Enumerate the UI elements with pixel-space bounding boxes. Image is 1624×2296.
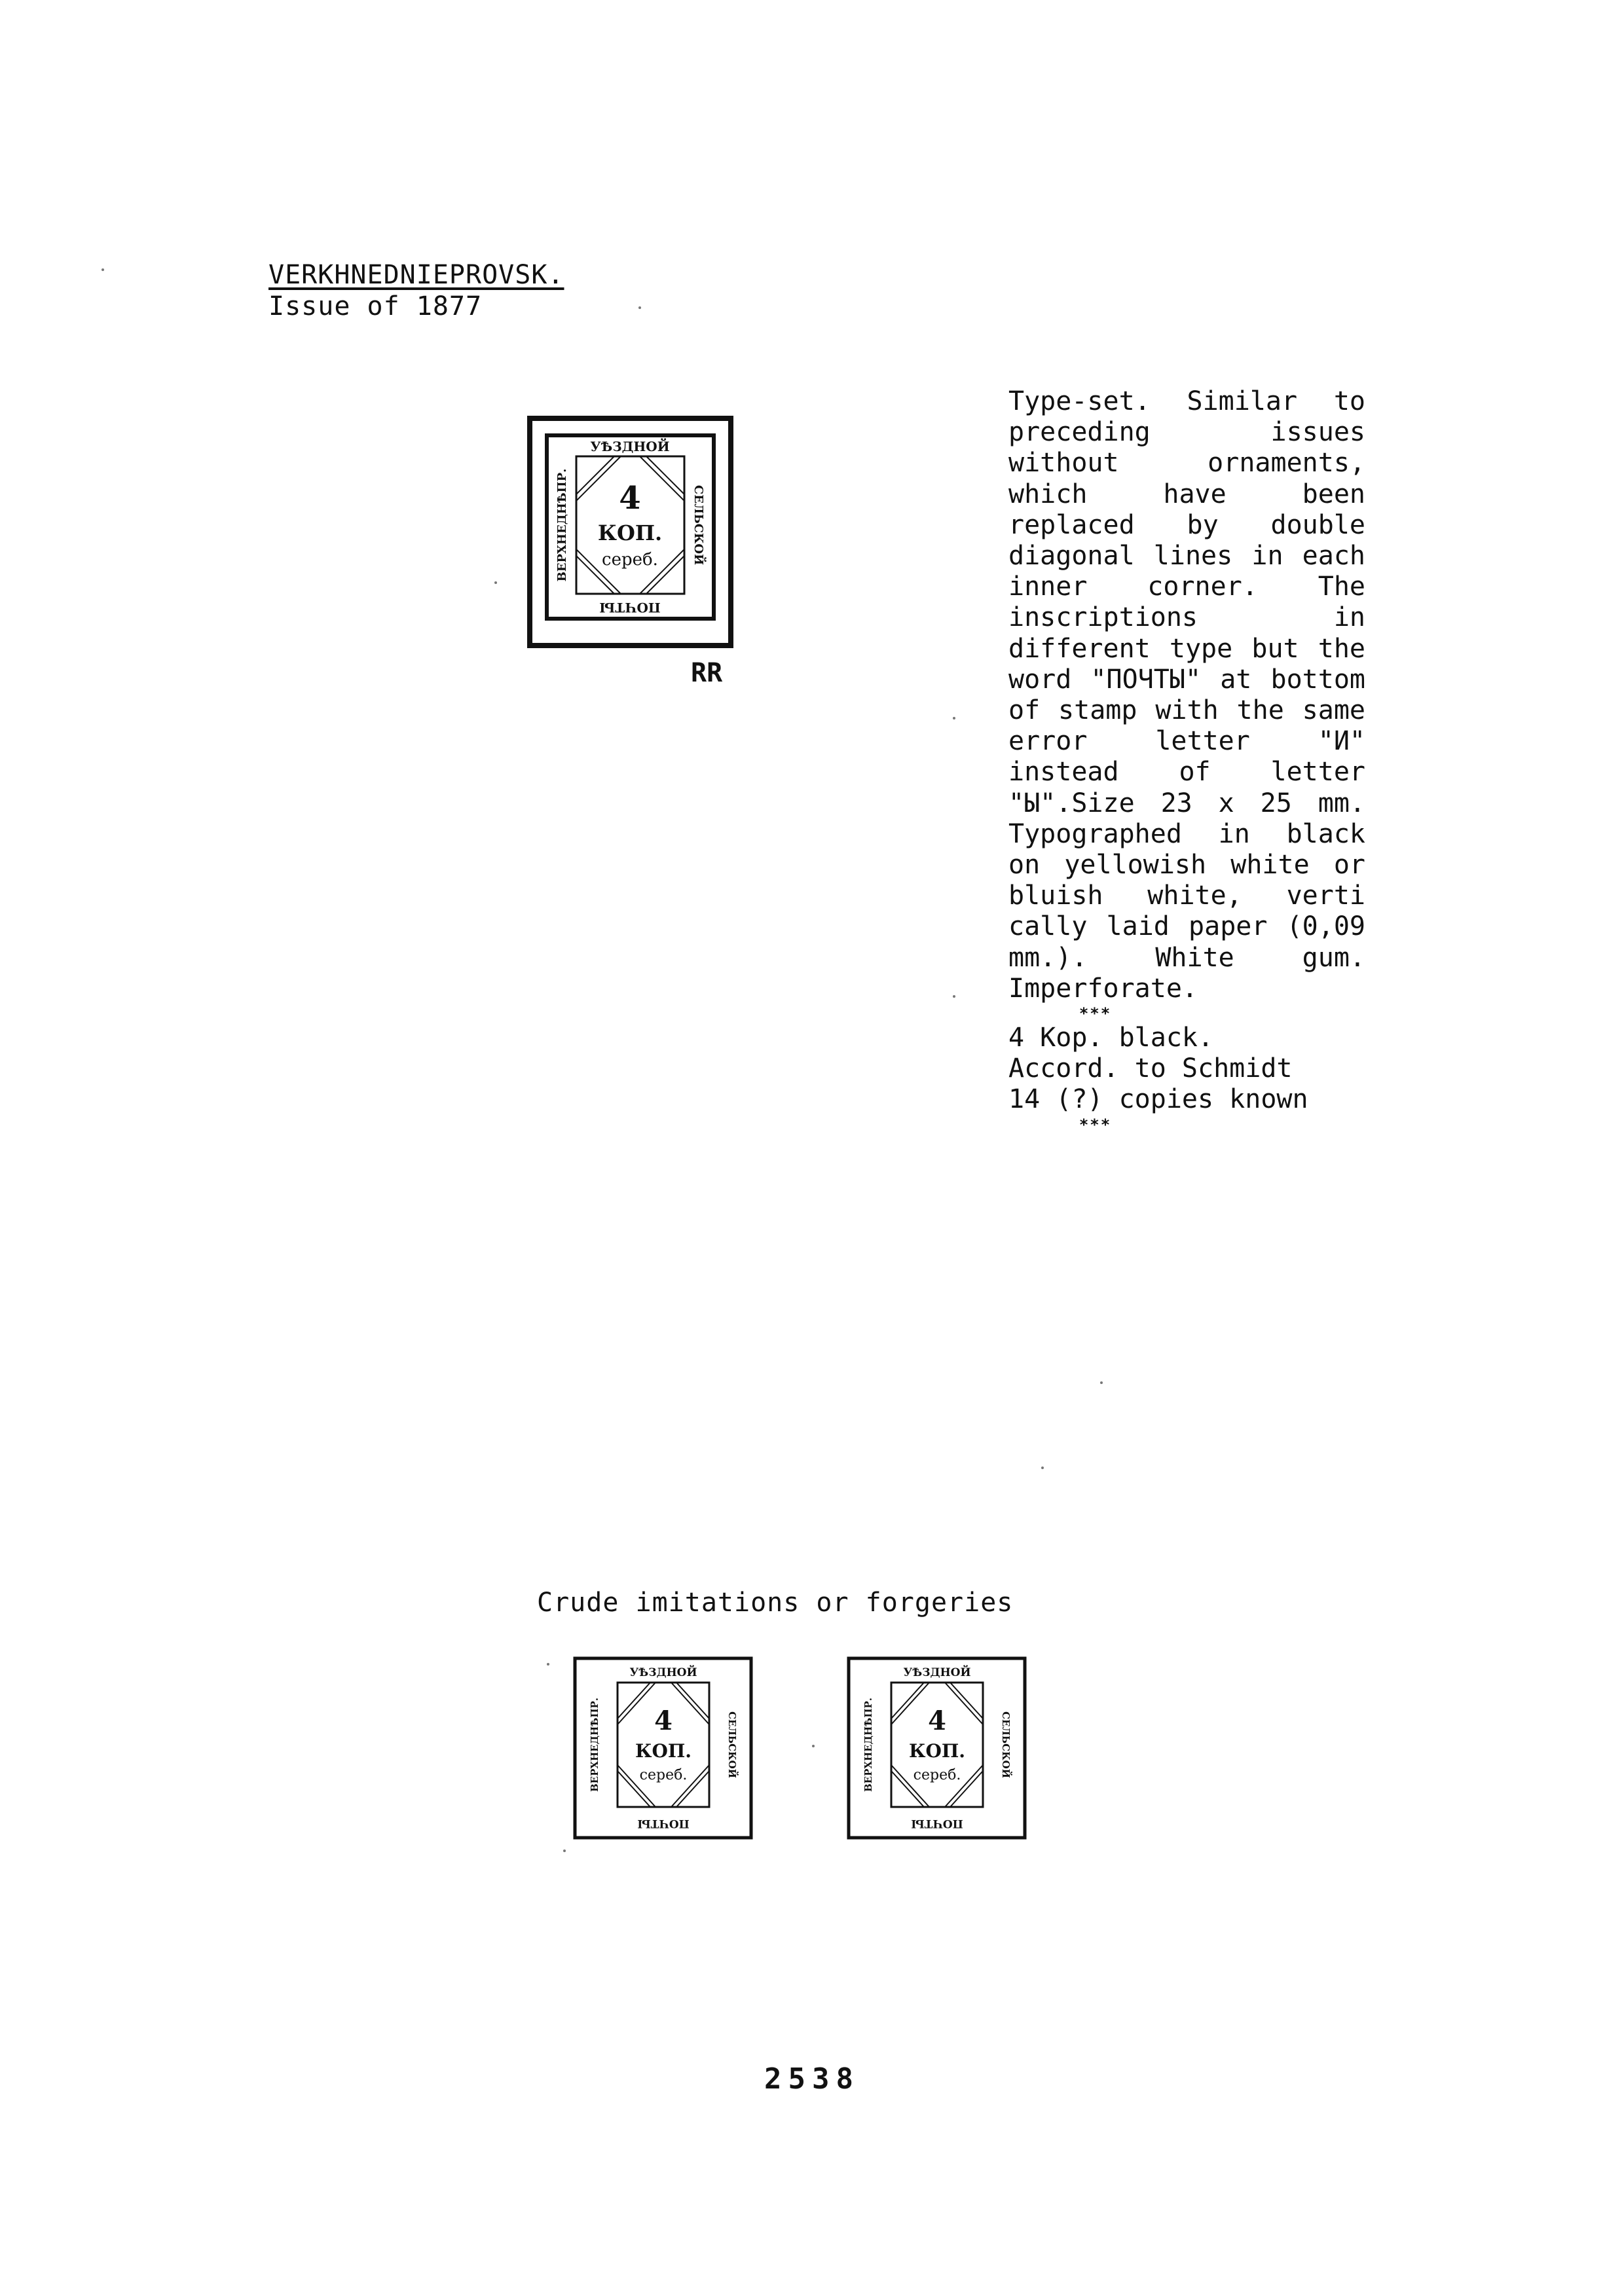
stamp-silver-text: сереб. [639,1767,688,1783]
stamp-value-text: 4 [928,1705,946,1736]
forgery-stamp-image [573,1656,753,1840]
stamp-silver-text: сереб. [913,1767,961,1783]
copies-line: 14 (?) copies known [1008,1084,1308,1115]
main-stamp-image [527,416,733,648]
stamp-left-text: ВЕРХНЕДНѢПР. [589,1697,600,1793]
scan-speck [812,1745,815,1747]
rarity-mark: RR [691,658,723,688]
stamp-unit-text: КОП. [908,1740,966,1762]
stamp-bottom-text: ПОЧТЫ [911,1817,963,1830]
stamp-value-text: 4 [619,480,641,517]
stamp-bottom-text: ПОЧТЫ [637,1817,690,1830]
stamp-top-text: УѢЗДНОЙ [629,1666,697,1679]
stamp-right-text: СЕЛЬСКОЙ [692,484,705,566]
value-line: 4 Kop. black. [1008,1023,1214,1053]
scan-speck [563,1850,566,1852]
forgery-stamp-image [847,1656,1027,1840]
stamp-bottom-text: ПОЧТЫ [599,600,661,615]
stamp-left-text: ВЕРХНЕДНѢПР. [555,468,569,582]
stamp-unit-text: КОП. [597,520,663,545]
stamp-value-text: 4 [654,1705,673,1736]
scan-speck [547,1663,549,1666]
stamp-left-text: ВЕРХНЕДНѢПР. [862,1697,874,1793]
stamp-top-text: УѢЗДНОЙ [590,439,670,454]
stamp-unit-text: КОП. [635,1740,692,1762]
source-line: Accord. to Schmidt [1008,1053,1293,1084]
scan-speck [953,717,955,720]
stamp-top-text: УѢЗДНОЙ [903,1666,971,1679]
forgeries-caption: Crude imitations or forgeries [537,1588,1014,1618]
issue-subtitle: Issue of 1877 [268,291,483,321]
stamp-silver-text: сереб. [602,550,658,570]
stamp-right-text: СЕЛЬСКОЙ [726,1711,738,1778]
scan-speck [1100,1381,1103,1384]
separator-stars: *** [1079,1004,1112,1023]
separator-stars: *** [1079,1115,1112,1134]
page-number: 2538 [764,2062,860,2096]
scan-speck [953,995,955,998]
scan-speck [101,268,104,271]
scan-speck [494,581,497,584]
scan-speck [638,306,641,309]
description-block [1008,386,1365,1134]
page-heading [268,259,564,322]
description-paragraph: Type-set. Similar to preceding issues without ornaments, which have been replaced by double diagonal lines in each inner corner. The inscriptions in different type but the word "ПОЧТЫ" at bottom of stamp with the same error letter "И" instead of letter "Ы".Size 23 x 25 mm. Typographed in black on yellowish white or bluish white, verti cally laid paper (0,09 mm.). White gum. Imperforate. [1008,386,1365,1004]
page-title: VERKHNEDNIEPROVSK. [268,260,564,290]
stamp-right-text: СЕЛЬСКОЙ [1000,1711,1012,1778]
scan-speck [1041,1467,1044,1469]
